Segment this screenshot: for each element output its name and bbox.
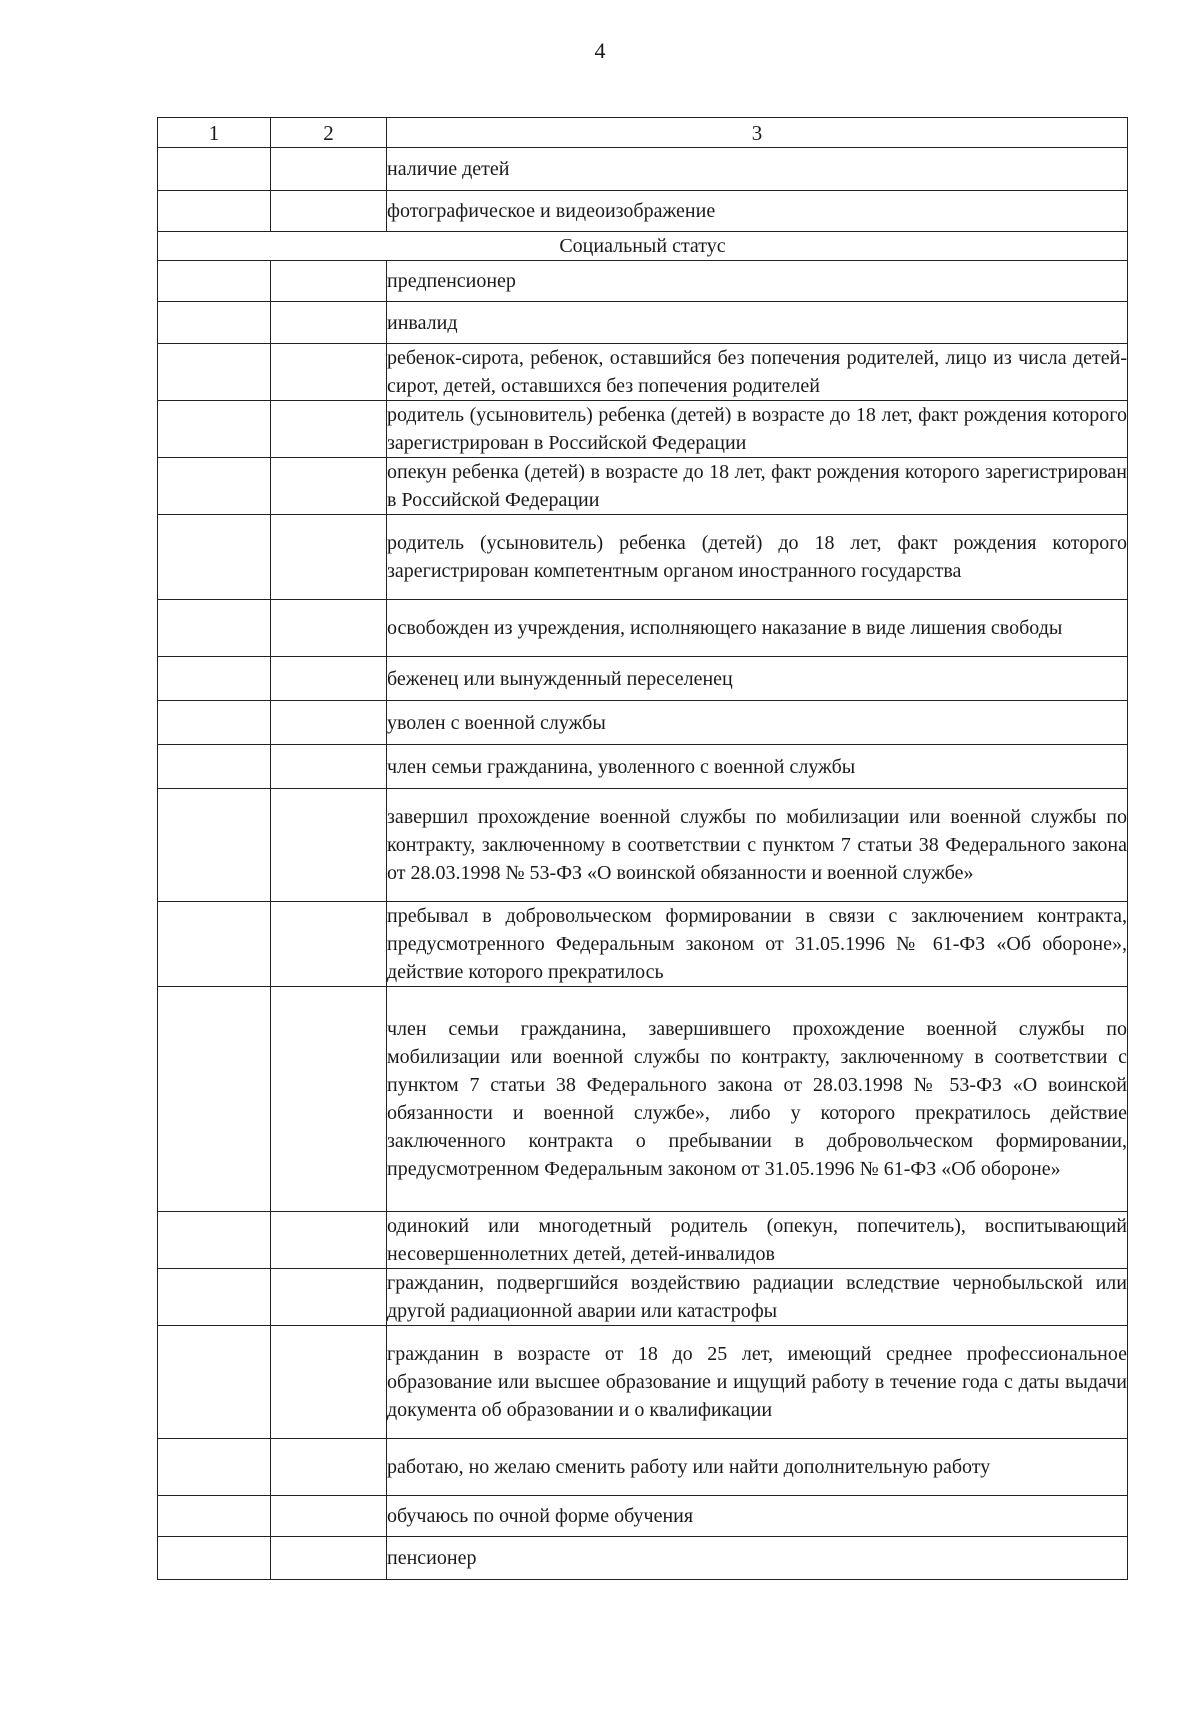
column-header-3: 3 xyxy=(387,118,1128,148)
table-row xyxy=(158,148,1128,191)
status-table xyxy=(157,117,1128,1580)
table-cell-text: член семьи гражданина, завершившего прохождение военной службы по мобилизации или военной службы по контракту, заключенному в соответствии с пунктом 7 статьи 38 Федерального закона от 28.03.1998 № 53-ФЗ «О воинской обязанности и военной службе», либо у которого прекратилось действие заключенного контракта о пребывании в добровольческом формировании, предусмотренном Федеральным законом от 31.05.1996 № 61-ФЗ «Об обороне» xyxy=(387,987,1128,1212)
empty-cell xyxy=(158,600,271,657)
table-row xyxy=(158,458,1128,515)
table-cell-text: предпенсионер xyxy=(387,261,1128,302)
table-cell-text: опекун ребенка (детей) в возрасте до 18 лет, факт рождения которого зарегистрирован в Российской Федерации xyxy=(387,458,1128,515)
column-header-1: 1 xyxy=(158,118,271,148)
table-cell-text: освобожден из учреждения, исполняющего наказание в виде лишения свободы xyxy=(387,600,1128,657)
empty-cell xyxy=(158,745,271,789)
table-row xyxy=(158,1212,1128,1269)
table-cell-text: обучаюсь по очной форме обучения xyxy=(387,1496,1128,1537)
column-header-2: 2 xyxy=(271,118,387,148)
table-cell-text: наличие детей xyxy=(387,148,1128,191)
table-row xyxy=(158,344,1128,401)
page-number: 4 xyxy=(594,38,606,63)
empty-cell xyxy=(158,401,271,458)
empty-cell xyxy=(158,458,271,515)
table-row xyxy=(158,1537,1128,1580)
table-cell-text: ребенок-сирота, ребенок, оставшийся без попечения родителей, лицо из числа детей-сирот, детей, оставшихся без попечения родителей xyxy=(387,344,1128,401)
empty-cell xyxy=(158,148,271,191)
table-cell-text: член семьи гражданина, уволенного с военной службы xyxy=(387,745,1128,789)
table-cell-text: пенсионер xyxy=(387,1537,1128,1580)
empty-cell xyxy=(158,1537,271,1580)
table-row xyxy=(158,191,1128,232)
empty-cell xyxy=(158,1326,271,1439)
table-row xyxy=(158,657,1128,701)
empty-cell xyxy=(271,148,387,191)
table-cell-text: одинокий или многодетный родитель (опекун, попечитель), воспитывающий несовершеннолетних детей, детей-инвалидов xyxy=(387,1212,1128,1269)
table-cell-text: инвалид xyxy=(387,302,1128,344)
empty-cell xyxy=(271,657,387,701)
table-row xyxy=(158,1326,1128,1439)
empty-cell xyxy=(271,1326,387,1439)
section-title: Социальный статус xyxy=(158,232,1128,261)
empty-cell xyxy=(158,701,271,745)
empty-cell xyxy=(271,302,387,344)
empty-cell xyxy=(271,902,387,987)
section-row xyxy=(158,232,1128,261)
empty-cell xyxy=(271,458,387,515)
table-row xyxy=(158,902,1128,987)
empty-cell xyxy=(271,1496,387,1537)
table-row xyxy=(158,789,1128,902)
table-row xyxy=(158,1496,1128,1537)
table-cell-text: пребывал в добровольческом формировании в связи с заключением контракта, предусмотренного Федеральным законом от 31.05.1996 № 61-ФЗ «Об обороне», действие которого прекратилось xyxy=(387,902,1128,987)
empty-cell xyxy=(271,1439,387,1496)
empty-cell xyxy=(271,261,387,302)
table-cell-text: беженец или вынужденный переселенец xyxy=(387,657,1128,701)
table-cell-text: уволен с военной службы xyxy=(387,701,1128,745)
empty-cell xyxy=(158,1212,271,1269)
table-cell-text: гражданин, подвергшийся воздействию радиации вследствие чернобыльской или другой радиационной аварии или катастрофы xyxy=(387,1269,1128,1326)
empty-cell xyxy=(158,261,271,302)
empty-cell xyxy=(271,515,387,600)
table-row xyxy=(158,987,1128,1212)
empty-cell xyxy=(271,401,387,458)
table-cell-text: родитель (усыновитель) ребенка (детей) в возрасте до 18 лет, факт рождения которого зарегистрирован в Российской Федерации xyxy=(387,401,1128,458)
empty-cell xyxy=(271,600,387,657)
table-cell-text: фотографическое и видеоизображение xyxy=(387,191,1128,232)
empty-cell xyxy=(158,191,271,232)
table-header-row xyxy=(158,118,1128,148)
table-row xyxy=(158,302,1128,344)
empty-cell xyxy=(271,344,387,401)
empty-cell xyxy=(271,191,387,232)
table-row xyxy=(158,515,1128,600)
empty-cell xyxy=(158,1496,271,1537)
empty-cell xyxy=(271,745,387,789)
empty-cell xyxy=(271,987,387,1212)
table-cell-text: гражданин в возрасте от 18 до 25 лет, имеющий среднее профессиональное образование или высшее образование и ищущий работу в течение года с даты выдачи документа об образовании и о квалификации xyxy=(387,1326,1128,1439)
empty-cell xyxy=(158,657,271,701)
empty-cell xyxy=(158,302,271,344)
empty-cell xyxy=(271,789,387,902)
empty-cell xyxy=(158,1269,271,1326)
table-row xyxy=(158,745,1128,789)
empty-cell xyxy=(158,987,271,1212)
table-row xyxy=(158,1439,1128,1496)
table-row xyxy=(158,701,1128,745)
empty-cell xyxy=(158,515,271,600)
empty-cell xyxy=(158,789,271,902)
table-row xyxy=(158,600,1128,657)
empty-cell xyxy=(271,1537,387,1580)
empty-cell xyxy=(271,1212,387,1269)
empty-cell xyxy=(158,1439,271,1496)
table-row xyxy=(158,401,1128,458)
empty-cell xyxy=(271,1269,387,1326)
empty-cell xyxy=(158,344,271,401)
table-cell-text: родитель (усыновитель) ребенка (детей) до 18 лет, факт рождения которого зарегистрирован компетентным органом иностранного государства xyxy=(387,515,1128,600)
table-row xyxy=(158,1269,1128,1326)
table-row xyxy=(158,261,1128,302)
table-cell-text: работаю, но желаю сменить работу или найти дополнительную работу xyxy=(387,1439,1128,1496)
empty-cell xyxy=(271,701,387,745)
table-cell-text: завершил прохождение военной службы по мобилизации или военной службы по контракту, заключенному в соответствии с пунктом 7 статьи 38 Федерального закона от 28.03.1998 № 53-ФЗ «О воинской обязанности и военной службе» xyxy=(387,789,1128,902)
empty-cell xyxy=(158,902,271,987)
